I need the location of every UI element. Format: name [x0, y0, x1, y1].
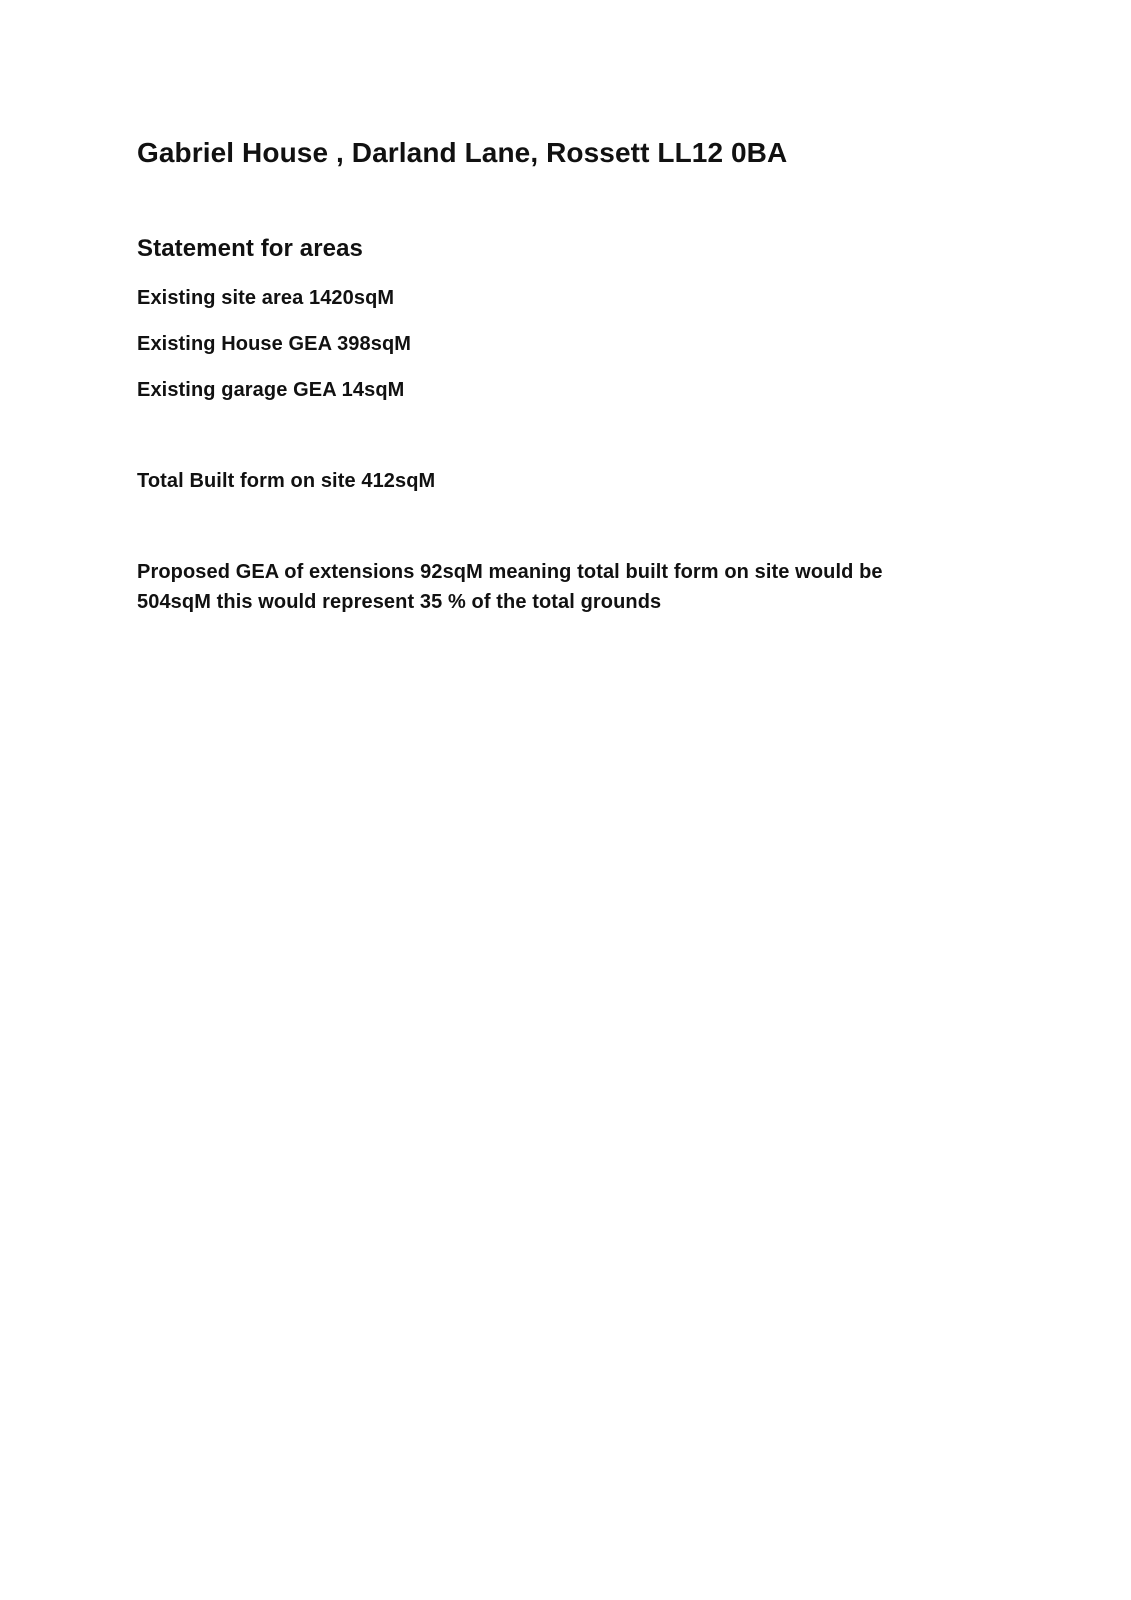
section-heading: Statement for areas [137, 235, 363, 262]
existing-house-gea: Existing House GEA 398sqM [137, 333, 412, 355]
existing-site-area: Existing site area 1420sqM [137, 287, 395, 309]
existing-garage-gea: Existing garage GEA 14sqM [137, 379, 405, 401]
total-built-form: Total Built form on site 412sqM [137, 470, 436, 492]
proposed-extensions-statement: Proposed GEA of extensions 92sqM meaning total built form on site would be 504sqM this would represent 35 % of the total grounds [137, 561, 883, 613]
property-address-title: Gabriel House , Darland Lane, Rossett LL12 0BA [137, 137, 788, 168]
